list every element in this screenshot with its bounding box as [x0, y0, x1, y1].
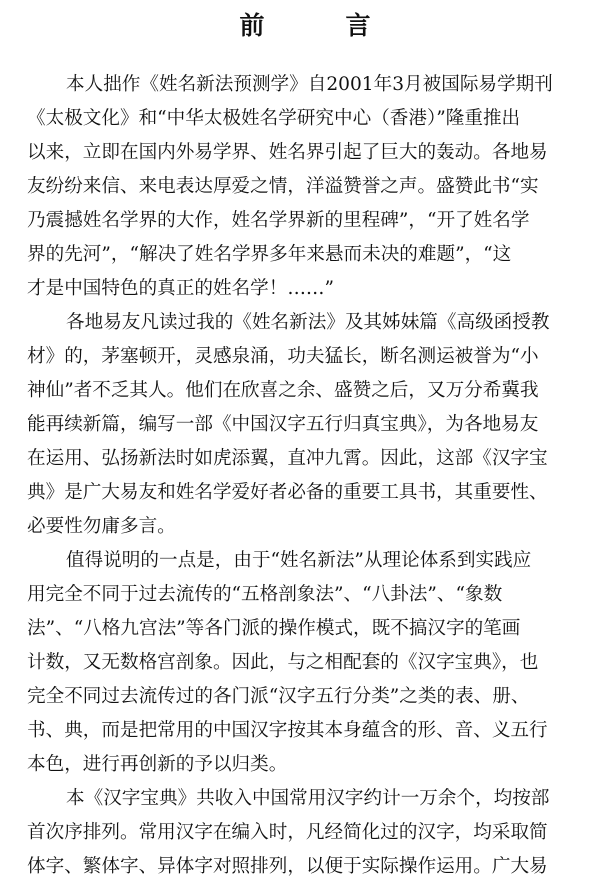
text-line: 本色，进行再创新的予以归类。 [27, 754, 288, 775]
text-line: 法”、“八格九宫法”等各门派的操作模式，既不搞汉字的笔画 [27, 618, 521, 639]
text-line: 用完全不同于过去流传的“五格剖象法”、“八卦法”、“象数 [27, 584, 503, 605]
text-line: 书、典，而是把常用的中国汉字按其本身蕴含的形、音、义五行 [27, 720, 548, 741]
text-line: 界的先河”，“解决了姓名学界多年来悬而未决的难题”，“这 [27, 244, 512, 265]
text-line: 能再续新篇，编写一部《中国汉字五行归真宝典》，为各地易友 [27, 414, 539, 435]
text-line: 本人拙作《姓名新法预测学》自2001年3月被国际易学期刊 [66, 74, 553, 95]
paragraph-1 [27, 68, 583, 306]
text-line: 体字、繁体字、异体字对照排列，以便于实际操作运用。广大易 [27, 856, 548, 877]
text-line: 计数，又无数格宫剖象。因此，与之相配套的《汉字宝典》，也 [27, 652, 539, 673]
text-line: 友纷纷来信、来电表达厚爱之情，洋溢赞誉之声。盛赞此书“实 [27, 176, 539, 197]
text-line: 乃震撼姓名学界的大作，姓名学界新的里程碑”，“开了姓名学 [27, 210, 530, 231]
text-line: 本《汉字宝典》共收入中国常用汉字约计一万余个，均按部 [66, 788, 550, 809]
text-line: 才是中国特色的真正的姓名学！……” [27, 278, 335, 299]
text-line: 典》是广大易友和姓名学爱好者必备的重要工具书，其重要性、 [27, 482, 548, 503]
text-line: 完全不同过去流传过的各门派“汉字五行分类”之类的表、册、 [27, 686, 530, 707]
paragraph-3 [27, 544, 583, 782]
text-line: 材》的，茅塞顿开，灵感泉涌，功夫猛长，断名测运被誉为“小 [27, 346, 539, 367]
text-line: 值得说明的一点是，由于“姓名新法”从理论体系到实践应 [66, 550, 532, 571]
text-line: 各地易友凡读过我的《姓名新法》及其姊妹篇《高级函授教 [66, 312, 550, 333]
page-title: 前 言 [239, 11, 399, 40]
text-line: 以来，立即在国内外易学界、姓名界引起了巨大的轰动。各地易 [27, 142, 548, 163]
text-line: 必要性勿庸多言。 [27, 516, 176, 537]
text-line: 首次序排列。常用汉字在编入时，凡经简化过的汉字，均采取简 [27, 822, 548, 843]
text-line: 《太极文化》和“中华太极姓名学研究中心（香港）”隆重推出 [27, 108, 521, 129]
text-line: 神仙”者不乏其人。他们在欣喜之余、盛赞之后，又万分希冀我 [27, 380, 539, 401]
paragraph-2 [27, 306, 583, 544]
paragraph-4 [27, 782, 583, 884]
text-line: 在运用、弘扬新法时如虎添翼，直冲九霄。因此，这部《汉字宝 [27, 448, 548, 469]
